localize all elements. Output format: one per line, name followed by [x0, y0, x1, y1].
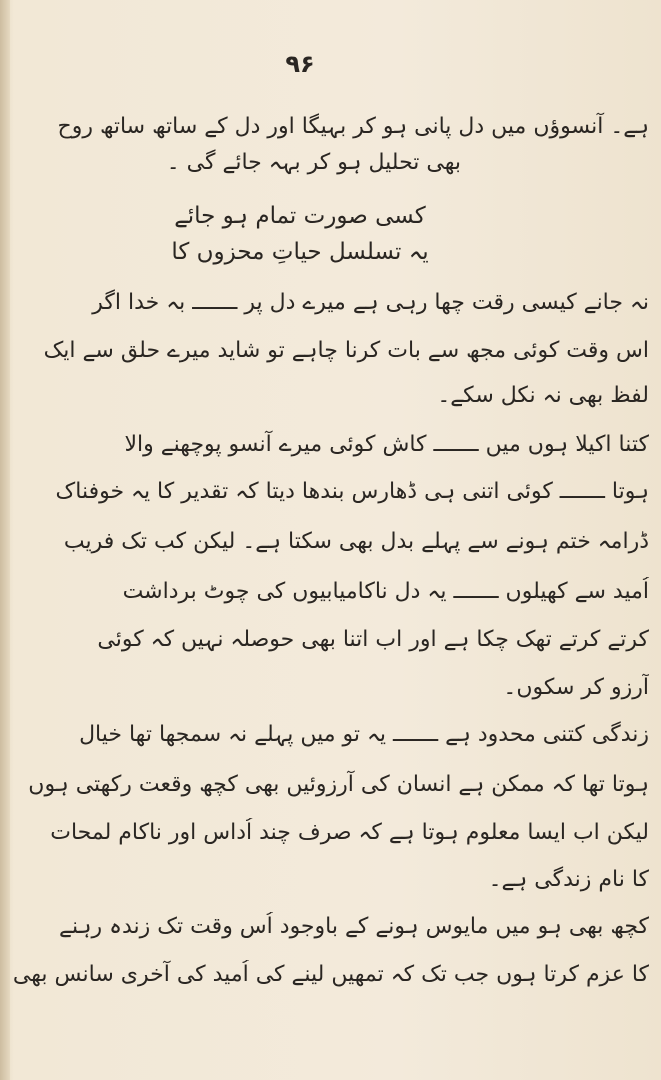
text-line: نہ جانے کیسی رقت چھا رہی ہے میرے دل پر ـــــــ بہ خدا اگر: [92, 290, 649, 315]
text-line: کرتے کرتے تھک چکا ہے اور اب اتنا بھی حوصلہ نہیں کہ کوئی: [97, 627, 649, 652]
verse-line: یہ تسلسل حیاتِ محزوں کا: [171, 239, 429, 265]
verse-line: کسی صورت تمام ہو جائے: [174, 203, 426, 229]
text-line: بھی تحلیل ہو کر بہہ جائے گی ۔: [166, 150, 461, 175]
text-line: ہے۔ آنسوؤں میں دل پانی ہو کر بہیگا اور دل کے ساتھ ساتھ روح: [57, 114, 649, 139]
text-line: ہوتا تھا کہ ممکن ہے انسان کی آرزوئیں بھی کچھ وقعت رکھتی ہوں: [28, 772, 649, 797]
text-line: اُمید سے کھیلوں ـــــــ یہ دل ناکامیابیوں کی چوٹ برداشت: [122, 579, 649, 604]
text-line: کتنا اکیلا ہوں میں ـــــــ کاش کوئی میرے آنسو پوچھنے والا: [124, 432, 649, 457]
text-line: زندگی کتنی محدود ہے ـــــــ یہ تو میں پہلے نہ سمجھا تھا خیال: [79, 722, 649, 747]
text-line: لفظ بھی نہ نکل سکے۔: [437, 383, 649, 408]
text-line: کا نام زندگی ہے۔: [488, 867, 649, 892]
text-line: اس وقت کوئی مجھ سے بات کرنا چاہے تو شاید میرے حلق سے ایک: [43, 338, 649, 363]
text-line: آرزو کر سکوں۔: [503, 675, 649, 700]
text-line: ڈرامہ ختم ہونے سے پہلے بدل بھی سکتا ہے۔ لیکن کب تک فریب: [63, 529, 649, 554]
text-line: کچھ بھی ہو میں مایوس ہونے کے باوجود اُس وقت تک زندہ رہنے: [59, 914, 649, 939]
text-line: ہوتا ـــــــ کوئی اتنی ہی ڈھارس بندھا دیتا کہ تقدیر کا یہ خوفناک: [55, 479, 649, 504]
text-line: کا عزم کرتا ہوں جب تک کہ تمھیں لینے کی اُمید کی آخری سانس بھی: [12, 962, 649, 987]
text-line: لیکن اب ایسا معلوم ہوتا ہے کہ صرف چند اُداس اور ناکام لمحات: [50, 820, 649, 845]
page-binding-edge: [0, 0, 10, 1080]
page-number: ۹۶: [285, 50, 315, 78]
